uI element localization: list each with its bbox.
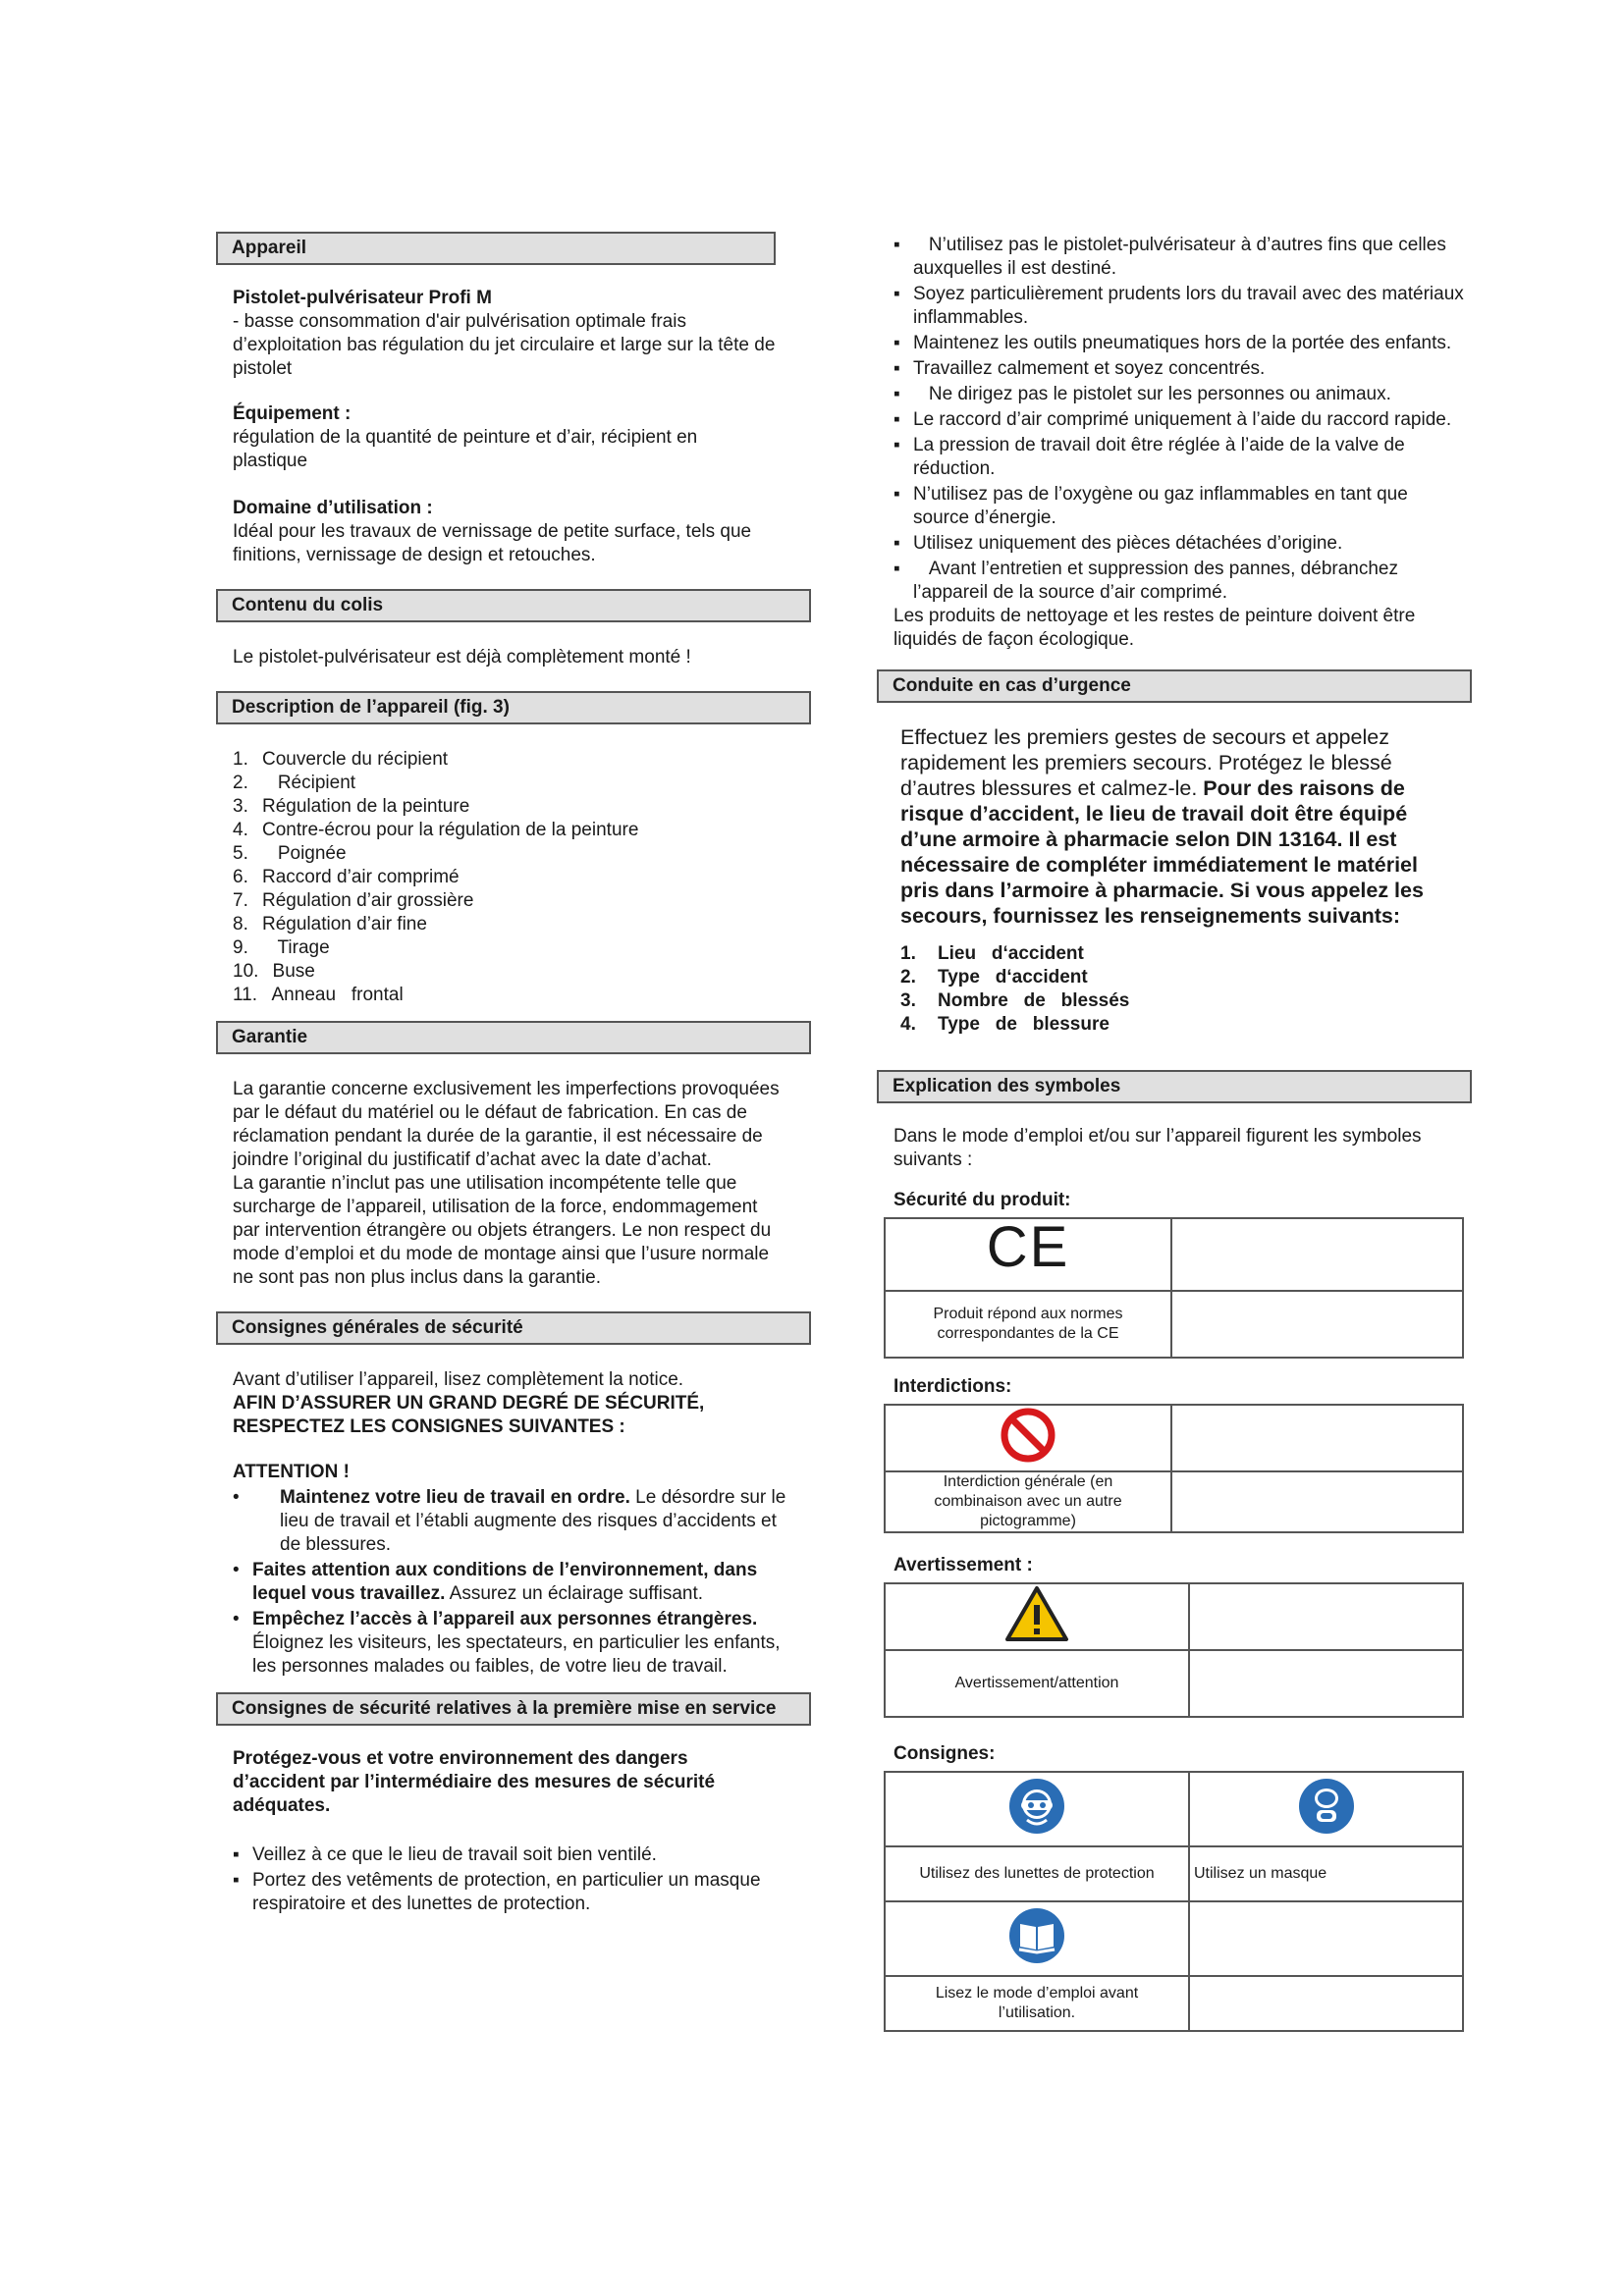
warning-triangle-icon xyxy=(1004,1585,1069,1642)
masque-text: Utilisez un masque xyxy=(1189,1846,1463,1901)
list-item: ▪ Le raccord d’air comprimé uniquement à l’aide du raccord rapide. xyxy=(893,409,1452,430)
face-mask-icon xyxy=(1297,1777,1356,1836)
list-item: 9. Tirage xyxy=(233,937,330,958)
list-item: 1. Lieu d‘accident xyxy=(900,943,1084,964)
list-item: ▪ Maintenez les outils pneumatiques hors de la portée des enfants. xyxy=(893,333,1452,353)
domain-text: Idéal pour les travaux de vernissage de petite surface, tels que finitions, vernissage de design et retouches. xyxy=(233,521,752,565)
list-item: 2. Type d‘accident xyxy=(900,967,1088,988)
list-item: 7. Régulation d’air grossière xyxy=(233,890,474,911)
avertissement-table xyxy=(884,1582,1464,1718)
consignes-caps: AFIN D’ASSURER UN GRAND DEGRÉ DE SÉCURITÉ, RESPECTEZ LES CONSIGNES SUIVANTES : xyxy=(233,1393,705,1437)
section-header-urgence: Conduite en cas d’urgence xyxy=(877,669,1472,703)
list-item: ▪ Portez des vetêments de protection, en particulier un masque respiratoire et des lunettes de protection. xyxy=(233,1870,761,1914)
list-item: 11. Anneau frontal xyxy=(233,985,404,1005)
ce-text: Produit répond aux normes correspondantes de la CE xyxy=(885,1291,1171,1358)
section-header-contenu: Contenu du colis xyxy=(216,589,811,622)
list-item: ▪ Veillez à ce que le lieu de travail soit bien ventilé. xyxy=(233,1844,657,1865)
list-item: ▪ Avant l’entretien et suppression des pannes, débranchez l’appareil de la source d’air comprimé. xyxy=(893,559,1404,603)
list-item: 6. Raccord d’air comprimé xyxy=(233,867,460,887)
list-item: 4. Type de blessure xyxy=(900,1014,1110,1035)
consignes-title: Consignes: xyxy=(893,1743,996,1764)
list-item: ▪ Travaillez calmement et soyez concentrés. xyxy=(893,358,1266,379)
list-item: 2. Récipient xyxy=(233,773,356,793)
section-header-consignes: Consignes générales de sécurité xyxy=(216,1311,811,1345)
symboles-intro: Dans le mode d’emploi et/ou sur l’appareil figurent les symboles suivants : xyxy=(893,1126,1422,1170)
premiere-bold-text: Protégez-vous et votre environnement des dangers d’accident par l’intermédiaire des mesures de sécurité adéquates. xyxy=(233,1748,716,1816)
contenu-text: Le pistolet-pulvérisateur est déjà complètement monté ! xyxy=(233,647,691,667)
nettoyage-text: Les produits de nettoyage et les restes de peinture doivent être liquidés de façon écologique. xyxy=(893,606,1416,650)
section-header-premiere-mise-en-service: Consignes de sécurité relatives à la première mise en service xyxy=(216,1692,811,1726)
product-description: - basse consommation d'air pulvérisation optimale frais d’exploitation bas régulation du jet circulaire et large sur la tête de pistolet xyxy=(233,311,776,379)
list-item: ▪ N’utilisez pas le pistolet-pulvérisateur à d’autres fins que celles auxquelles il est destiné. xyxy=(893,235,1452,279)
urgence-list xyxy=(877,942,1476,1037)
right-column xyxy=(877,234,1476,2032)
empty-cell xyxy=(1171,1218,1463,1291)
goggles-cell xyxy=(885,1772,1189,1846)
list-item: • Empêchez l’accès à l’appareil aux personnes étrangères. Éloignez les visiteurs, les spectateurs, en particulier les enfants, les personnes malades ou faibles, de votre lieu de travail. xyxy=(233,1609,781,1677)
ce-mark-cell xyxy=(885,1214,1171,1291)
list-item: 10. Buse xyxy=(233,961,315,982)
left-column xyxy=(216,232,815,1918)
list-item: 3. Régulation de la peinture xyxy=(233,796,470,817)
interdictions-title: Interdictions: xyxy=(893,1376,1012,1397)
list-item: • Faites attention aux conditions de l’environnement, dans lequel vous travaillez. Assurez un éclairage suffisant. xyxy=(233,1560,758,1604)
list-item: ▪ Utilisez uniquement des pièces détachées d’origine. xyxy=(893,533,1343,554)
garantie-paragraph-2: La garantie n’inclut pas une utilisation incompétente telle que surcharge de l’appareil, utilisation de la force, endommagement par intervention étrangère ou objets étrangers. Le non respect du mode d’emploi et du mode de montage ainsi que l’usure normale ne sont pas non plus inclus dans la garantie. xyxy=(233,1173,772,1288)
read-manual-icon xyxy=(1007,1906,1066,1965)
securite-table xyxy=(884,1214,1464,1359)
prohibition-cell xyxy=(885,1405,1171,1471)
interdiction-text: Interdiction générale (en combinaison avec un autre pictogramme) xyxy=(885,1471,1171,1532)
product-title: Pistolet-pulvérisateur Profi M xyxy=(233,288,492,308)
avertissement-title: Avertissement : xyxy=(893,1555,1033,1575)
section-header-description: Description de l’appareil (fig. 3) xyxy=(216,691,811,724)
consignes-table xyxy=(884,1771,1464,2032)
section-header-garantie: Garantie xyxy=(216,1021,811,1054)
interdictions-table xyxy=(884,1404,1464,1533)
list-item: ▪ Soyez particulièrement prudents lors du travail avec des matériaux inflammables. xyxy=(893,284,1464,328)
list-item: 1. Couvercle du récipient xyxy=(233,749,449,770)
empty-cell xyxy=(1171,1405,1463,1471)
prohibition-icon xyxy=(1000,1407,1056,1464)
list-item: ▪ La pression de travail doit être réglée à l’aide de la valve de réduction. xyxy=(893,435,1405,479)
section-header-appareil: Appareil xyxy=(216,232,776,265)
safety-bullets xyxy=(233,1486,792,1679)
list-item: ▪ N’utilisez pas de l’oxygène ou gaz inflammables en tant que source d’énergie. xyxy=(893,484,1408,528)
empty-cell xyxy=(1189,1583,1463,1650)
safety-goggles-icon xyxy=(1007,1777,1066,1836)
domain-title: Domaine d’utilisation : xyxy=(233,498,433,518)
mask-cell xyxy=(1189,1772,1463,1846)
list-item: 5. Poignée xyxy=(233,843,347,864)
ce-mark-icon: CE xyxy=(986,1214,1070,1279)
garantie-paragraph-1: La garantie concerne exclusivement les imperfections provoquées par le défaut du matériel ou le défaut de fabrication. En cas de réclamation pendant la durée de la garantie, il est nécessaire de joindre l’original du justificatif d’achat avec la date d’achat. xyxy=(233,1079,780,1170)
attention-label: ATTENTION ! xyxy=(233,1462,350,1482)
safety-list-continued xyxy=(877,234,1468,605)
empty-cell xyxy=(1171,1471,1463,1532)
equipment-text: régulation de la quantité de peinture et d’air, récipient en plastique xyxy=(233,427,698,471)
consignes-intro: Avant d’utiliser l’appareil, lisez complètement la notice. xyxy=(233,1369,684,1390)
urgence-text: Effectuez les premiers gestes de secours et appelez rapidement les premiers secours. Protégez le blessé d’autres blessures et calmez-le. Pour des raisons de risque d’accident, le lieu de travail doit être équipé d’une armoire à pharmacie selon DIN 13164. Il est nécessaire de compléter immédiatement le matériel pris dans l’armoire à pharmacie. Si vous appelez les secours, fournissez les renseignements suivants: xyxy=(900,725,1424,928)
list-item: 8. Régulation d’air fine xyxy=(233,914,427,934)
section-header-symboles: Explication des symboles xyxy=(877,1070,1472,1103)
empty-cell xyxy=(1189,1976,1463,2031)
empty-cell xyxy=(1171,1291,1463,1358)
lunettes-text: Utilisez des lunettes de protection xyxy=(885,1846,1189,1901)
empty-cell xyxy=(1189,1901,1463,1976)
mode-emploi-text: Lisez le mode d’emploi avant l’utilisation. xyxy=(885,1976,1189,2031)
list-item: 3. Nombre de blessés xyxy=(900,990,1130,1011)
parts-list xyxy=(216,748,815,1007)
securite-title: Sécurité du produit: xyxy=(893,1190,1071,1210)
manual-cell xyxy=(885,1901,1189,1976)
premiere-bullets xyxy=(233,1843,783,1916)
list-item: ▪ Ne dirigez pas le pistolet sur les personnes ou animaux. xyxy=(893,384,1391,404)
list-item: 4. Contre-écrou pour la régulation de la peinture xyxy=(233,820,639,840)
warning-cell xyxy=(885,1583,1189,1650)
empty-cell xyxy=(1189,1650,1463,1717)
list-item: • Maintenez votre lieu de travail en ordre. Le désordre sur le lieu de travail et l’établi augmente des risques d’accidents et de blessures. xyxy=(233,1487,786,1555)
avertissement-text: Avertissement/attention xyxy=(885,1650,1189,1717)
equipment-title: Équipement : xyxy=(233,403,352,424)
